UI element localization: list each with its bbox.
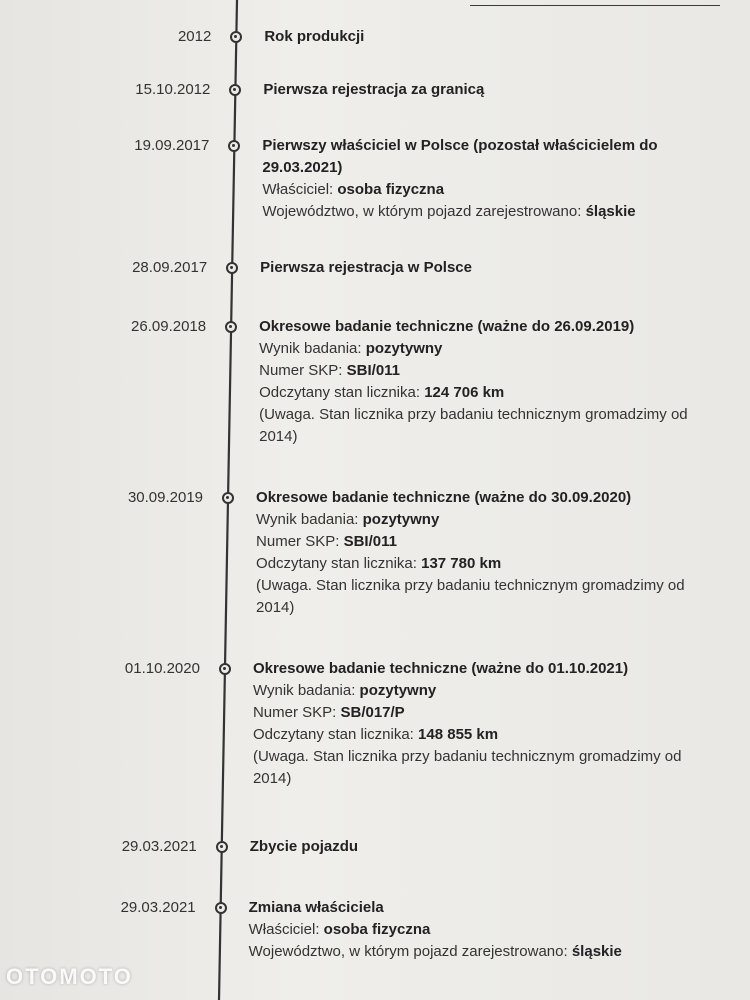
event-details [259, 316, 699, 448]
detail-value: SBI/011 [346, 362, 401, 379]
event-details [264, 26, 704, 48]
timeline-dot-icon [216, 841, 228, 853]
event-date: 26.09.2018 [131, 318, 207, 335]
detail-label: Numer SKP: [252, 704, 341, 721]
event-detail-line [256, 531, 696, 553]
detail-value: 124 706 km [424, 384, 505, 401]
detail-label: Wynik badania: [259, 340, 366, 357]
event-title: Pierwsza rejestracja w Polsce [260, 259, 472, 276]
event-details [256, 487, 696, 619]
event-date: 19.09.2017 [134, 137, 210, 154]
event-detail-line [253, 746, 693, 790]
event-detail-line [256, 575, 696, 619]
event-details [253, 658, 693, 790]
detail-label: Województwo, w którym pojazd zarejestrowano: [248, 943, 572, 960]
event-date: 15.10.2012 [135, 81, 211, 98]
detail-value: 137 780 km [421, 555, 502, 572]
event-title: Zbycie pojazdu [249, 838, 359, 855]
event-details [249, 897, 689, 963]
detail-label: (Uwaga. Stan licznika przy badaniu technicznym gromadzimy od 2014) [256, 577, 685, 616]
detail-value: 148 855 km [418, 726, 499, 743]
detail-value: śląskie [571, 943, 622, 960]
event-date: 30.09.2019 [127, 489, 204, 506]
event-detail-line [262, 201, 702, 223]
detail-value: SB/017/P [340, 704, 405, 721]
event-title: Okresowe badanie techniczne (ważne do 01.10.2021) [252, 660, 629, 677]
timeline-dot-icon [222, 492, 234, 504]
event-details [250, 836, 690, 858]
event-detail-line [249, 941, 689, 963]
detail-label: Numer SKP: [256, 533, 344, 550]
detail-label: Numer SKP: [259, 362, 347, 379]
event-title: Pierwszy właściciel w Polsce (pozostał właścicielem do 29.03.2021) [262, 137, 658, 176]
event-title: Okresowe badanie techniczne (ważne do 26.09.2019) [259, 318, 635, 335]
event-date: 2012 [177, 28, 212, 45]
event-detail-line [262, 179, 702, 201]
detail-label: Województwo, w którym pojazd zarejestrowano: [262, 203, 586, 220]
detail-label: (Uwaga. Stan licznika przy badaniu technicznym gromadzimy od 2014) [259, 406, 688, 445]
detail-label: Właściciel: [262, 181, 338, 198]
detail-value: śląskie [585, 203, 636, 220]
detail-value: pozytywny [359, 682, 437, 699]
detail-value: pozytywny [365, 340, 443, 357]
event-detail-line [256, 553, 696, 575]
event-detail-line [259, 360, 699, 382]
timeline-dot-icon [215, 902, 227, 914]
event-date: 29.03.2021 [121, 838, 197, 855]
event-title: Zmiana właściciela [248, 899, 384, 916]
watermark-logo: OTOMOTO [6, 964, 133, 989]
event-date: 01.10.2020 [124, 660, 200, 677]
detail-value: osoba fizyczna [337, 181, 445, 198]
event-title: Pierwsza rejestracja za granicą [263, 81, 485, 98]
event-detail-line [249, 919, 689, 941]
detail-label: Odczytany stan licznika: [259, 384, 425, 401]
event-detail-line [259, 382, 699, 404]
detail-label: (Uwaga. Stan licznika przy badaniu technicznym gromadzimy od 2014) [252, 748, 682, 787]
detail-value: osoba fizyczna [323, 921, 431, 938]
event-date: 29.03.2021 [120, 899, 196, 916]
detail-value: SBI/011 [343, 533, 397, 550]
event-details [260, 257, 700, 279]
event-detail-line [259, 404, 699, 448]
detail-label: Właściciel: [248, 921, 324, 938]
event-detail-line [259, 338, 699, 360]
event-title: Okresowe badanie techniczne (ważne do 30.09.2020) [256, 489, 632, 506]
detail-label: Wynik badania: [256, 511, 363, 528]
event-title: Rok produkcji [264, 28, 365, 45]
detail-label: Wynik badania: [252, 682, 360, 699]
detail-value: pozytywny [362, 511, 440, 528]
timeline-dot-icon [219, 663, 231, 675]
event-detail-line [253, 702, 693, 724]
event-date: 28.09.2017 [132, 259, 208, 276]
event-details [262, 135, 702, 223]
event-details [263, 79, 703, 101]
timeline-dot-icon [225, 321, 237, 333]
event-detail-line [253, 724, 693, 746]
event-detail-line [256, 509, 696, 531]
detail-label: Odczytany stan licznika: [256, 555, 422, 572]
detail-label: Odczytany stan licznika: [252, 726, 419, 743]
event-detail-line [253, 680, 693, 702]
